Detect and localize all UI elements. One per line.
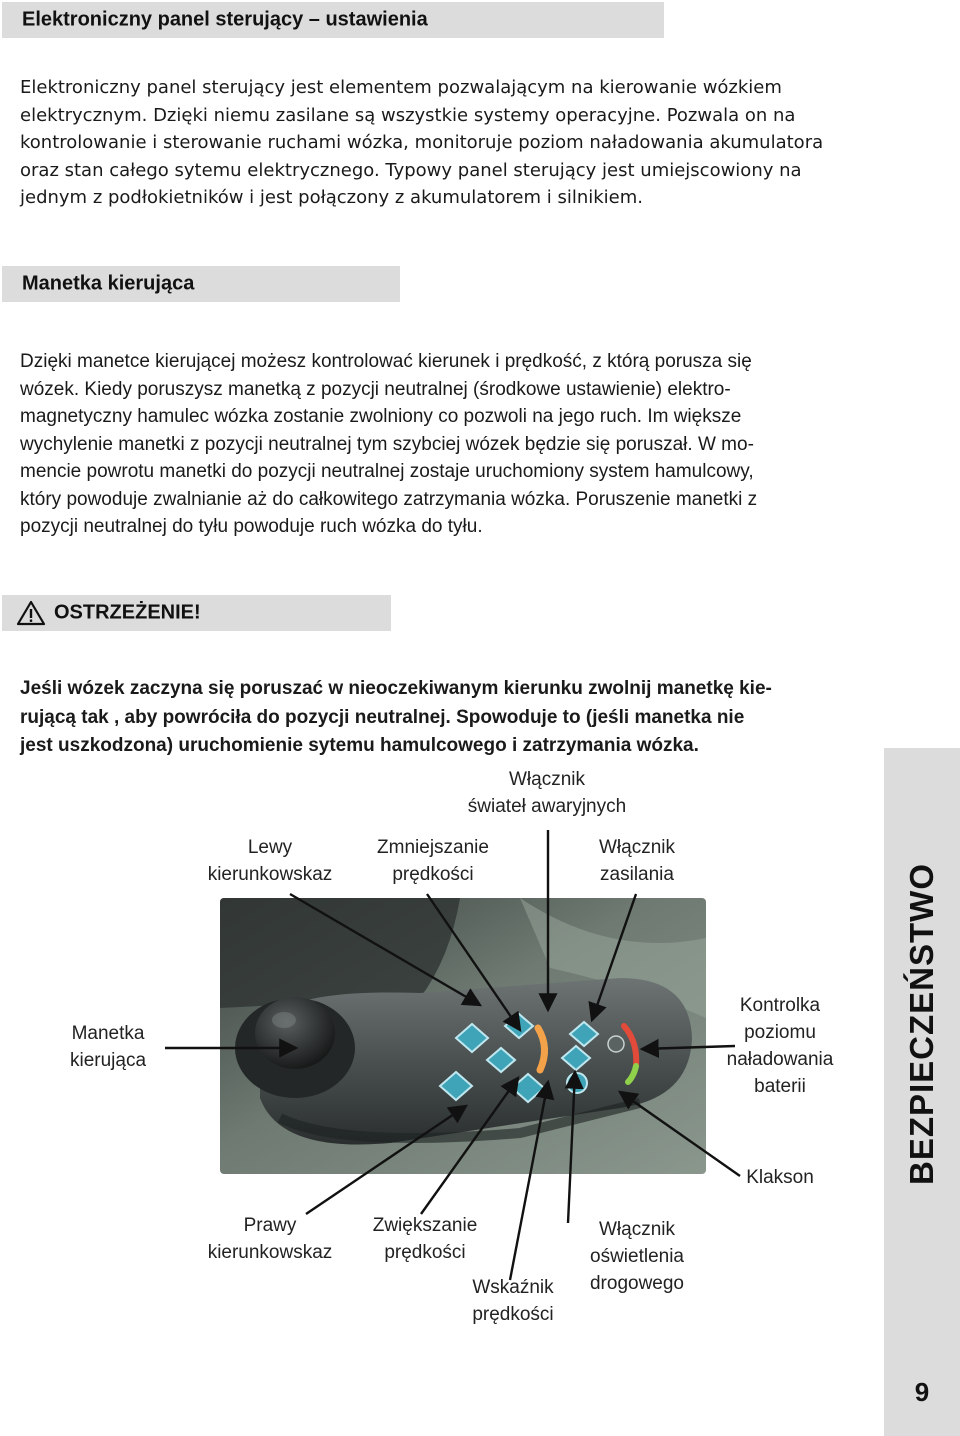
warning-line: rującą tak , aby powróciła do pozycji neutralnej. Spowoduje to (jeśli manetka nie <box>20 706 745 728</box>
control-panel-illustration <box>220 898 706 1174</box>
side-tab-label: BEZPIECZEŃSTWO <box>903 862 940 1186</box>
warning-triangle-icon <box>16 600 46 626</box>
label-left-indicator <box>190 834 350 888</box>
warning-paragraph <box>20 675 872 761</box>
intro-line: kontrolowanie i sterowanie ruchami wózka, monitoruje poziom naładowania akumulatora <box>20 132 824 153</box>
label-lights-switch <box>567 1216 707 1297</box>
warning-line: jest uszkodzona) uruchomienie sytemu hamulcowego i zatrzymania wózka. <box>20 735 699 756</box>
intro-line: oraz stan całego sytemu elektrycznego. Typowy panel sterujący jest umiejscowiony na <box>20 159 802 181</box>
joystick-paragraph <box>20 348 872 541</box>
joystick-line: mencie powrotu manetki do pozycji neutralnej zostaje uruchomiony system hamulcowy, <box>20 461 754 482</box>
intro-paragraph <box>20 74 872 212</box>
joystick-line: wózek. Kiedy poruszysz manetką z pozycji neutralnej (środkowe ustawienie) elektro- <box>20 378 731 400</box>
label-battery-line3: naładowania <box>726 1049 834 1070</box>
label-speed-down-line2: prędkości <box>392 864 474 885</box>
joystick-line: pozycji neutralnej do tyłu powoduje ruch wózka do tyłu. <box>20 516 483 537</box>
section-header-joystick <box>2 266 400 302</box>
label-left-indicator-line2: kierunkowskaz <box>207 864 333 885</box>
label-speed-up-line1: Zwiększanie <box>372 1215 478 1236</box>
label-joystick-line1: Manetka <box>71 1023 145 1044</box>
label-speed-indicator-line2: prędkości <box>472 1304 554 1325</box>
joystick-line: wychylenie manetki z pozycji neutralnej tym szybciej wózek będzie się poruszał. W mo- <box>20 433 754 455</box>
control-panel-photo <box>220 898 706 1174</box>
label-joystick <box>46 1020 170 1074</box>
joystick-line: magnetyczny hamulec wózka zostanie zwolniony co pozwoli na jego ruch. Im większe <box>20 406 742 427</box>
intro-line: jednym z podłokietników i jest połączony z akumulatorem i silnikiem. <box>20 187 643 208</box>
label-left-indicator-line1: Lewy <box>247 837 293 858</box>
label-right-indicator <box>190 1212 350 1266</box>
intro-line: elektrycznym. Dzięki niemu zasilane są wszystkie systemy operacyjne. Pozwala on na <box>20 104 796 126</box>
label-joystick-line2: kierująca <box>69 1050 147 1071</box>
label-speed-up-line2: prędkości <box>384 1242 466 1263</box>
label-hazard-line1: Włącznik <box>508 769 585 790</box>
section-header-panel <box>2 2 664 38</box>
label-horn: Klakson <box>746 1167 814 1188</box>
label-battery-line2: poziomu <box>744 1022 816 1043</box>
label-hazard-switch <box>447 766 647 820</box>
label-battery-line4: baterii <box>754 1076 806 1097</box>
warning-title: OSTRZEŻENIE! <box>54 601 201 624</box>
label-right-indicator-line1: Prawy <box>243 1215 297 1236</box>
label-speed-indicator-line1: Wskaźnik <box>472 1277 554 1298</box>
label-speed-down-line1: Zmniejszanie <box>377 837 489 858</box>
joystick-line: który powoduje zwalnianie aż do całkowitego zatrzymania wózka. Poruszenie manetki z <box>20 488 758 510</box>
label-lights-line3: drogowego <box>589 1273 685 1294</box>
warning-header <box>2 595 391 631</box>
section-title-joystick: Manetka kierująca <box>22 272 195 295</box>
label-lights-line2: oświetlenia <box>590 1246 684 1267</box>
label-speed-indicator <box>445 1274 581 1328</box>
label-hazard-line2: świateł awaryjnych <box>467 796 627 817</box>
label-battery-line1: Kontrolka <box>739 995 821 1016</box>
label-power-line1: Włącznik <box>598 837 675 858</box>
page-number: 9 <box>914 1377 930 1407</box>
label-lights-line1: Włącznik <box>598 1219 675 1240</box>
label-speed-up <box>350 1212 500 1266</box>
warning-line: Jeśli wózek zaczyna się poruszać w nieoczekiwanym kierunku zwolnij manetkę kie- <box>20 678 772 699</box>
joystick-line: Dzięki manetce kierującej możesz kontrolować kierunek i prędkość, z którą porusza się <box>20 351 752 372</box>
label-power-switch <box>567 834 707 888</box>
section-side-tab <box>884 748 960 1436</box>
label-right-indicator-line2: kierunkowskaz <box>207 1242 333 1263</box>
label-speed-down <box>358 834 508 888</box>
label-power-line2: zasilania <box>600 864 674 885</box>
intro-line: Elektroniczny panel sterujący jest elementem pozwalającym na kierowanie wózkiem <box>20 77 782 98</box>
label-battery-indicator <box>710 992 850 1100</box>
section-title-panel: Elektroniczny panel sterujący – ustawienia <box>22 8 428 31</box>
